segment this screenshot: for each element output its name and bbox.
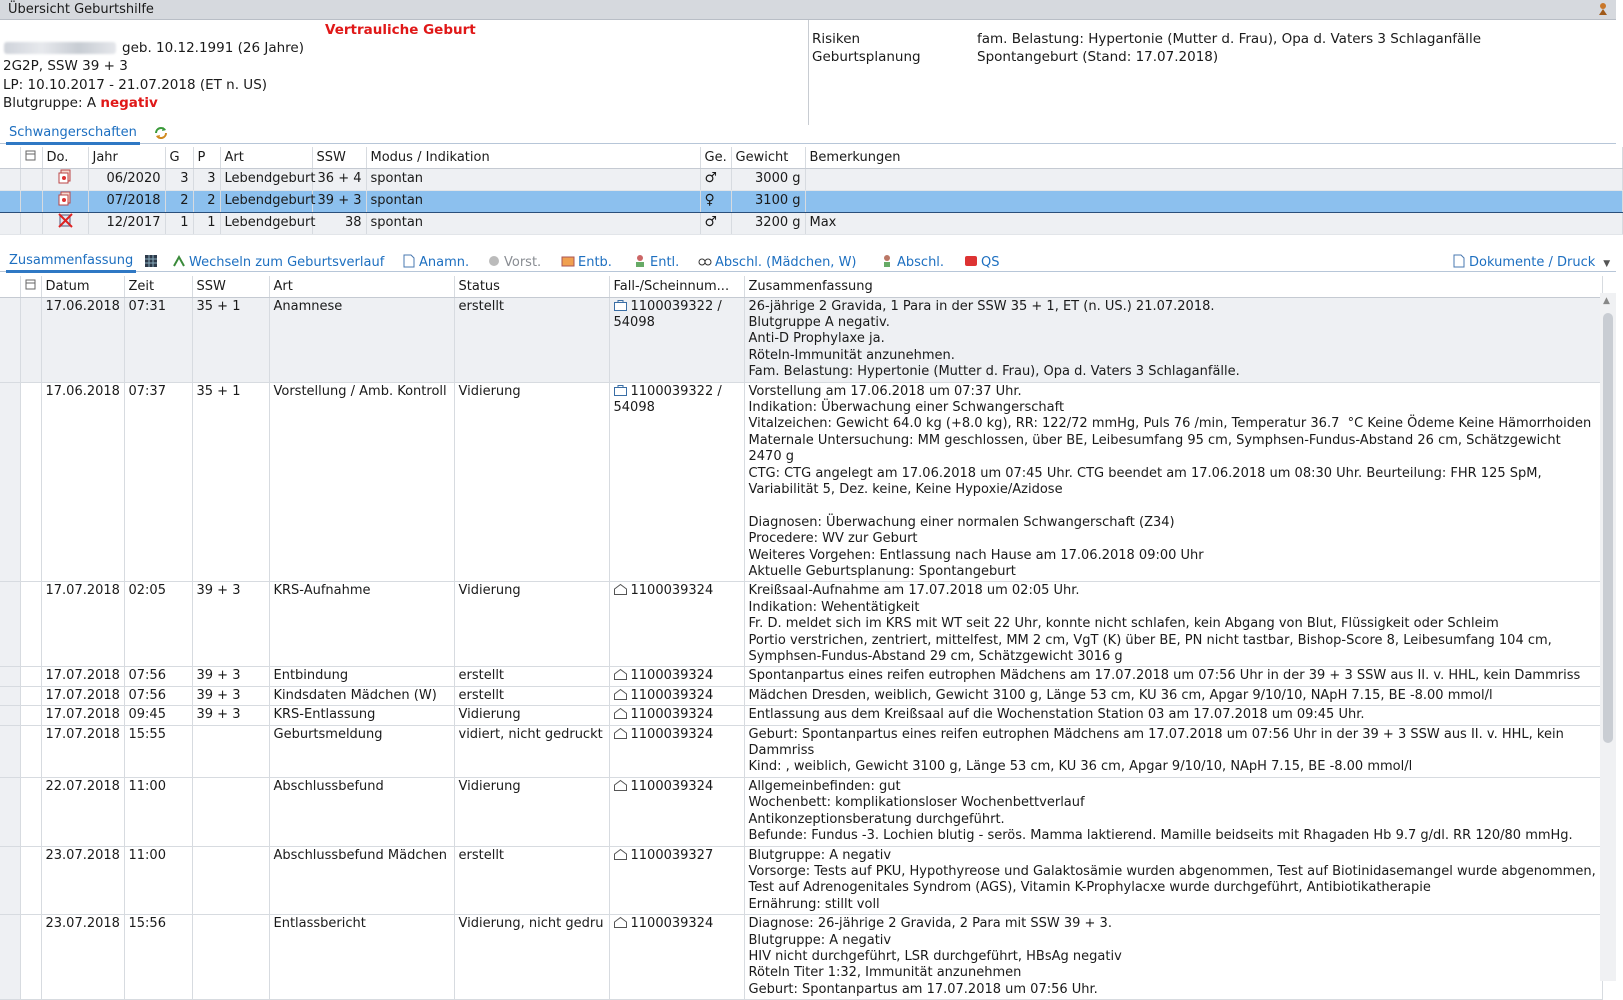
grid-view-icon[interactable] (144, 254, 161, 270)
case-number: 1100039324 (630, 916, 714, 932)
pregnancy-weight: 3000 g (731, 168, 805, 190)
house-icon (614, 688, 631, 703)
row-spacer (20, 667, 41, 686)
document-time: 15:56 (124, 915, 192, 1000)
document-case (609, 582, 744, 667)
col-case-number[interactable]: Fall-/Scheinnum... (609, 276, 744, 297)
document-row[interactable] (0, 582, 1602, 667)
document-summary: Mädchen Dresden, weiblich, Gewicht 3100 g, Länge 53 cm, KU 36 cm, Apgar 9/10/10, NApH 7.15, BE -8.00 mmol/l (744, 686, 1602, 705)
document-time: 07:56 (124, 667, 192, 686)
document-summary: Geburt: Spontanpartus eines reifen eutrophen Mädchens am 17.07.2018 um 07:56 Uhr in der 39 + 3 SSW aus II. v. HHL, kein Dammriss Kind: , weiblich, Gewicht 3100 g, Länge 53 cm, KU 36 cm, Apgar 9/10/10, NApH 7.15, BE -8.00 mmol/l (744, 725, 1602, 777)
summary-toolbar (0, 250, 1616, 272)
document-case (609, 382, 744, 582)
window-title: Übersicht Geburtshilfe (8, 2, 154, 17)
document-case (609, 777, 744, 846)
document-time: 07:31 (124, 297, 192, 382)
row-gutter (0, 667, 20, 686)
col-summary[interactable]: Zusammenfassung (744, 276, 1602, 297)
document-art: Abschlussbefund (269, 777, 454, 846)
case-number: 1100039322 / 54098 (613, 383, 722, 415)
document-time: 11:00 (124, 846, 192, 915)
pregnancy-p: 1 (193, 212, 220, 234)
document-art: Vorstellung / Amb. Kontroll (269, 382, 454, 582)
document-ssw (192, 846, 269, 915)
briefcase-icon (614, 384, 631, 399)
pregnancy-year: 06/2020 (88, 168, 165, 190)
document-art: Abschlussbefund Mädchen (269, 846, 454, 915)
pregnancy-g: 2 (165, 190, 193, 212)
documents-print-label: Dokumente / Druck (1469, 255, 1596, 270)
col-p[interactable]: P (193, 147, 220, 168)
document-ssw: 39 + 3 (192, 686, 269, 705)
row-spacer (20, 212, 42, 234)
gutter-header (0, 147, 20, 168)
pregnancies-table (0, 147, 1623, 235)
col-weight[interactable]: Gewicht (731, 147, 805, 168)
pregnancy-year: 07/2018 (88, 190, 165, 212)
case-number: 1100039324 (630, 778, 714, 794)
risk-panel (808, 20, 1616, 125)
tab-summary[interactable]: Zusammenfassung (6, 253, 136, 273)
blood-group-prefix: Blutgruppe: A (3, 95, 101, 111)
document-row[interactable] (0, 297, 1602, 382)
male-icon: ♂ (700, 212, 731, 234)
document-summary: Spontanpartus eines reifen eutrophen Mädchens am 17.07.2018 um 07:56 Uhr in der 39 + 3 SSW aus II. v. HHL, kein Dammriss (744, 667, 1602, 686)
house-icon (614, 668, 631, 683)
scroll-up-icon[interactable]: ▲ (1603, 296, 1610, 306)
col-g[interactable]: G (165, 147, 193, 168)
row-gutter (0, 297, 20, 382)
document-date: 17.06.2018 (41, 382, 124, 582)
qs-icon (964, 254, 978, 268)
discharge-icon (633, 254, 647, 268)
presentation-icon (487, 254, 501, 268)
document-ssw (192, 777, 269, 846)
pregnancy-art: Lebendgeburt (220, 212, 312, 234)
risk-value: fam. Belastung: Hypertonie (Mutter d. Frau), Opa d. Vaters 3 Schlaganfälle (977, 31, 1482, 47)
patient-name-redacted (4, 42, 116, 54)
pregnancy-weight: 3100 g (731, 190, 805, 212)
qs-label: QS (981, 255, 1000, 270)
pregnancies-header-row (0, 147, 1622, 168)
anamnesis-button[interactable] (402, 254, 469, 270)
presentation-button[interactable] (487, 254, 541, 270)
patient-lp-line: LP: 10.10.2017 - 21.07.2018 (ET n. US) (3, 77, 268, 93)
row-gutter (0, 915, 20, 1000)
document-status: Vidierung (454, 777, 609, 846)
document-status: Vidierung (454, 382, 609, 582)
pregnancies-tabstrip (0, 122, 1616, 144)
col-year[interactable]: Jahr (88, 147, 165, 168)
document-row[interactable] (0, 725, 1602, 777)
dropdown-arrow-icon[interactable]: ▼ (1603, 259, 1611, 269)
col-status[interactable]: Status (454, 276, 609, 297)
row-gutter (0, 582, 20, 667)
document-summary: 26-jährige 2 Gravida, 1 Para in der SSW 35 + 1, ET (n. US.) 21.07.2018. Blutgruppe A negativ. Anti-D Prophylaxe ja. Röteln-Immunität anzunehmen. Fam. Belastung: Hypertonie (Mutter d. Frau), Opa d. Vaters 3 Schlaganfälle. (744, 297, 1602, 382)
discharge-label: Entl. (650, 255, 680, 270)
document-status: erstellt (454, 667, 609, 686)
final-child-button[interactable] (698, 254, 857, 270)
case-number: 1100039322 / 54098 (613, 298, 722, 330)
pregnancy-year: 12/2017 (88, 212, 165, 234)
col-time[interactable]: Zeit (124, 276, 192, 297)
switch-birth-course-button[interactable] (172, 254, 384, 270)
patient-birth-info: geb. 10.12.1991 (26 Jahre) (122, 40, 304, 56)
female-icon: ♀ (700, 190, 731, 212)
male-icon: ♂ (700, 168, 731, 190)
discharge-button[interactable] (633, 254, 679, 270)
document-summary: Diagnose: 26-jährige 2 Gravida, 2 Para mit SSW 39 + 3. Blutgruppe: A negativ HIV nicht durchgeführt, LSR durchgeführt, HBsAg negativ Röteln Titer 1:32, Immunität anzunehmen Geburt: Spontanpartus am 17.07.2018 um 07:56 Uhr. (744, 915, 1602, 1000)
pregnancy-art: Lebendgeburt (220, 168, 312, 190)
blood-rh-negative: negativ (100, 95, 158, 111)
col-modus[interactable]: Modus / Indikation (366, 147, 700, 168)
pregnancy-modus: spontan (366, 212, 700, 234)
row-gutter (0, 846, 20, 915)
column-settings-icon[interactable] (20, 276, 41, 297)
pregnancy-p: 2 (193, 190, 220, 212)
document-row[interactable] (0, 846, 1602, 915)
document-case (609, 846, 744, 915)
document-status: erstellt (454, 686, 609, 705)
refresh-icon[interactable] (153, 125, 169, 145)
col-art[interactable]: Art (269, 276, 454, 297)
document-case (609, 667, 744, 686)
document-time: 07:56 (124, 686, 192, 705)
presentation-label: Vorst. (504, 255, 542, 270)
pregnancy-modus: spontan (366, 190, 700, 212)
house-icon (614, 583, 631, 598)
row-spacer (20, 686, 41, 705)
document-date: 17.07.2018 (41, 667, 124, 686)
case-number: 1100039324 (630, 687, 714, 703)
document-art: KRS-Aufnahme (269, 582, 454, 667)
document-summary: Vorstellung am 17.06.2018 um 07:37 Uhr. Indikation: Überwachung einer Schwangerschaft Vitalzeichen: Gewicht 64.0 kg (+8.0 kg), RR: 122/72 mmHg, Puls 76 /min, Temperatur 36.7 °C Keine Ödeme Keine Hämorrhoiden Maternale Untersuchung: MM geschlossen, über BE, Leibesumfang 95 cm, Symphsen-Fundus-Abstand 26 cm, Schätzgewicht 2470 g CTG: CTG angelegt am 17.06.2018 um 07:45 Uhr. CTG beendet am 17.06.2018 um 08:30 Uhr. Beurteilung: FHR 125 SpM, Variabilität 5, Dez. keine, Keine Hypoxie/Azidose Diagnosen: Überwachung einer normalen Schwangerschaft (Z34) Procedere: WV zur Geburt Weiteres Vorgehen: Entlassung nach Hause am 17.06.2018 09:00 Uhr Aktuelle Geburtsplanung: Spontangeburt (744, 382, 1602, 582)
document-status: erstellt (454, 846, 609, 915)
document-row[interactable] (0, 777, 1602, 846)
documents-print-button[interactable] (1452, 254, 1610, 270)
delivery-icon (561, 254, 575, 268)
document-time: 15:55 (124, 725, 192, 777)
row-gutter (0, 725, 20, 777)
document-art: Entbindung (269, 667, 454, 686)
glasses-icon (698, 254, 712, 268)
document-art: Anamnese (269, 297, 454, 382)
house-icon (614, 779, 631, 794)
document-date: 23.07.2018 (41, 846, 124, 915)
document-date: 17.07.2018 (41, 706, 124, 725)
pregnancy-row[interactable] (0, 168, 1622, 190)
documents-table (0, 276, 1603, 1000)
window-titlebar (0, 0, 1616, 20)
row-gutter (0, 190, 20, 212)
case-number: 1100039324 (630, 707, 714, 723)
row-spacer (20, 168, 42, 190)
house-icon (614, 707, 631, 722)
pregnancy-ssw: 39 + 3 (312, 190, 366, 212)
pregnancy-row-selected[interactable] (0, 190, 1622, 212)
document-status: erstellt (454, 297, 609, 382)
document-ssw: 39 + 3 (192, 667, 269, 686)
pregnancy-note (805, 190, 1622, 212)
qs-button[interactable] (964, 254, 999, 270)
document-date: 22.07.2018 (41, 777, 124, 846)
document-crossed-icon[interactable] (42, 212, 88, 234)
col-doc[interactable]: Do. (42, 147, 88, 168)
house-icon (614, 727, 631, 742)
document-status: Vidierung, nicht gedru (454, 915, 609, 1000)
birth-planning-value: Spontangeburt (Stand: 17.07.2018) (977, 49, 1219, 65)
pregnancy-modus: spontan (366, 168, 700, 190)
document-date: 17.07.2018 (41, 582, 124, 667)
col-gender[interactable]: Ge. (700, 147, 731, 168)
scrollbar-thumb[interactable] (1603, 313, 1613, 743)
row-gutter (0, 212, 20, 234)
document-row[interactable] (0, 667, 1602, 686)
document-time: 07:37 (124, 382, 192, 582)
patient-gravida-line: 2G2P, SSW 39 + 3 (3, 58, 128, 74)
document-ssw: 39 + 3 (192, 706, 269, 725)
document-status: Vidierung (454, 582, 609, 667)
anamnesis-label: Anamn. (419, 255, 470, 270)
document-ssw: 39 + 3 (192, 582, 269, 667)
document-art: KRS-Entlassung (269, 706, 454, 725)
document-art: Entlassbericht (269, 915, 454, 1000)
gutter-header (0, 276, 20, 297)
confidential-birth-alert: Vertrauliche Geburt (325, 22, 476, 38)
row-spacer (20, 382, 41, 582)
document-ssw (192, 915, 269, 1000)
switch-birth-course-label: Wechseln zum Geburtsverlauf (189, 255, 385, 270)
document-case (609, 686, 744, 705)
document-art: Kindsdaten Mädchen (W) (269, 686, 454, 705)
document-date: 17.07.2018 (41, 725, 124, 777)
pin-icon[interactable] (1596, 2, 1610, 16)
document-row[interactable] (0, 915, 1602, 1000)
patient-header (0, 20, 808, 122)
tab-pregnancies[interactable]: Schwangerschaften (6, 125, 140, 145)
birth-planning-label: Geburtsplanung (812, 49, 921, 65)
document-status: vidiert, nicht gedruckt (454, 725, 609, 777)
switch-icon (172, 254, 186, 268)
col-ssw[interactable]: SSW (312, 147, 366, 168)
row-spacer (20, 777, 41, 846)
delivery-label: Entb. (578, 255, 612, 270)
document-icon (402, 254, 416, 268)
document-status: Vidierung (454, 706, 609, 725)
document-stack-icon[interactable] (42, 190, 88, 212)
row-spacer (20, 706, 41, 725)
case-number: 1100039324 (630, 668, 714, 684)
pregnancy-note (805, 168, 1622, 190)
document-case (609, 706, 744, 725)
document-summary: Entlassung aus dem Kreißsaal auf die Wochenstation Station 03 am 17.07.2018 um 09:45 Uhr. (744, 706, 1602, 725)
document-date: 23.07.2018 (41, 915, 124, 1000)
document-summary: Blutgruppe: A negativ Vorsorge: Tests auf PKU, Hypothyreose und Galaktosämie wurden abgenommen, Test auf Biotinidasemangel wurde abgenommen, Test auf Adrenogenitales Syndrom (AGS), Vitamin K-Prophylacxe wurde durchgeführt, Antibiotikatherapie Ernährung: stillt voll (744, 846, 1602, 915)
person-icon (880, 254, 894, 268)
delivery-button[interactable] (561, 254, 612, 270)
document-date: 17.06.2018 (41, 297, 124, 382)
house-icon (614, 916, 631, 931)
document-ssw: 35 + 1 (192, 297, 269, 382)
document-summary: Allgemeinbefinden: gut Wochenbett: komplikationsloser Wochenbettverlauf Antikonzeptionsberatung durchgeführt. Befunde: Fundus -3. Lochien blutig - serös. Mamma laktierend. Mamille beidseits mit Rhagaden Hb 9.7 g/dl. RR 120/80 mmHg. (744, 777, 1602, 846)
row-spacer (20, 582, 41, 667)
document-date: 17.07.2018 (41, 686, 124, 705)
final-report-button[interactable] (880, 254, 944, 270)
pregnancy-ssw: 38 (312, 212, 366, 234)
document-time: 09:45 (124, 706, 192, 725)
document-ssw: 35 + 1 (192, 382, 269, 582)
row-spacer (20, 725, 41, 777)
document-case (609, 725, 744, 777)
document-ssw (192, 725, 269, 777)
col-ssw[interactable]: SSW (192, 276, 269, 297)
final-child-label: Abschl. (Mädchen, W) (715, 255, 857, 270)
pregnancy-weight: 3200 g (731, 212, 805, 234)
document-art: Geburtsmeldung (269, 725, 454, 777)
briefcase-icon (614, 299, 631, 314)
document-row[interactable] (0, 706, 1602, 725)
risk-label: Risiken (812, 31, 861, 47)
row-gutter (0, 168, 20, 190)
row-gutter (0, 777, 20, 846)
document-time: 02:05 (124, 582, 192, 667)
vertical-scrollbar[interactable] (1600, 293, 1616, 981)
row-gutter (0, 382, 20, 582)
case-number: 1100039327 (630, 847, 714, 863)
pregnancy-note: Max (805, 212, 1622, 234)
document-summary: Kreißsaal-Aufnahme am 17.07.2018 um 02:05 Uhr. Indikation: Wehentätigkeit Fr. D. meldet sich im KRS mit WT seit 22 Uhr, konnte nicht schlafen, kein Abgang von Blut, Flüssigkeit oder Schleim Portio verstrichen, zentriert, mittelfest, MM 2 cm, VgT (K) über BE, PN nicht tastbar, Bishop-Score 8, Leibesumfang 104 cm, Symphsen-Fundus-Abstand 29 cm, Schätzgewicht 3016 g (744, 582, 1602, 667)
pregnancy-row[interactable] (0, 212, 1622, 234)
row-spacer (20, 915, 41, 1000)
row-spacer (20, 297, 41, 382)
pregnancy-p: 3 (193, 168, 220, 190)
final-report-label: Abschl. (897, 255, 945, 270)
pregnancy-ssw: 36 + 4 (312, 168, 366, 190)
document-row[interactable] (0, 686, 1602, 705)
row-gutter (0, 686, 20, 705)
row-spacer (20, 846, 41, 915)
pregnancy-g: 1 (165, 212, 193, 234)
case-number: 1100039324 (630, 726, 714, 742)
col-art[interactable]: Art (220, 147, 312, 168)
column-settings-icon[interactable] (20, 147, 42, 168)
document-icon (1452, 254, 1466, 268)
pregnancy-art: Lebendgeburt (220, 190, 312, 212)
document-stack-icon[interactable] (42, 168, 88, 190)
document-time: 11:00 (124, 777, 192, 846)
col-notes[interactable]: Bemerkungen (805, 147, 1622, 168)
pregnancy-g: 3 (165, 168, 193, 190)
document-case (609, 915, 744, 1000)
document-row[interactable] (0, 382, 1602, 582)
case-number: 1100039324 (630, 583, 714, 599)
row-gutter (0, 706, 20, 725)
row-spacer (20, 190, 42, 212)
document-case (609, 297, 744, 382)
col-date[interactable]: Datum (41, 276, 124, 297)
patient-blood-group (3, 95, 158, 111)
house-icon (614, 848, 631, 863)
documents-header-row (0, 276, 1602, 297)
